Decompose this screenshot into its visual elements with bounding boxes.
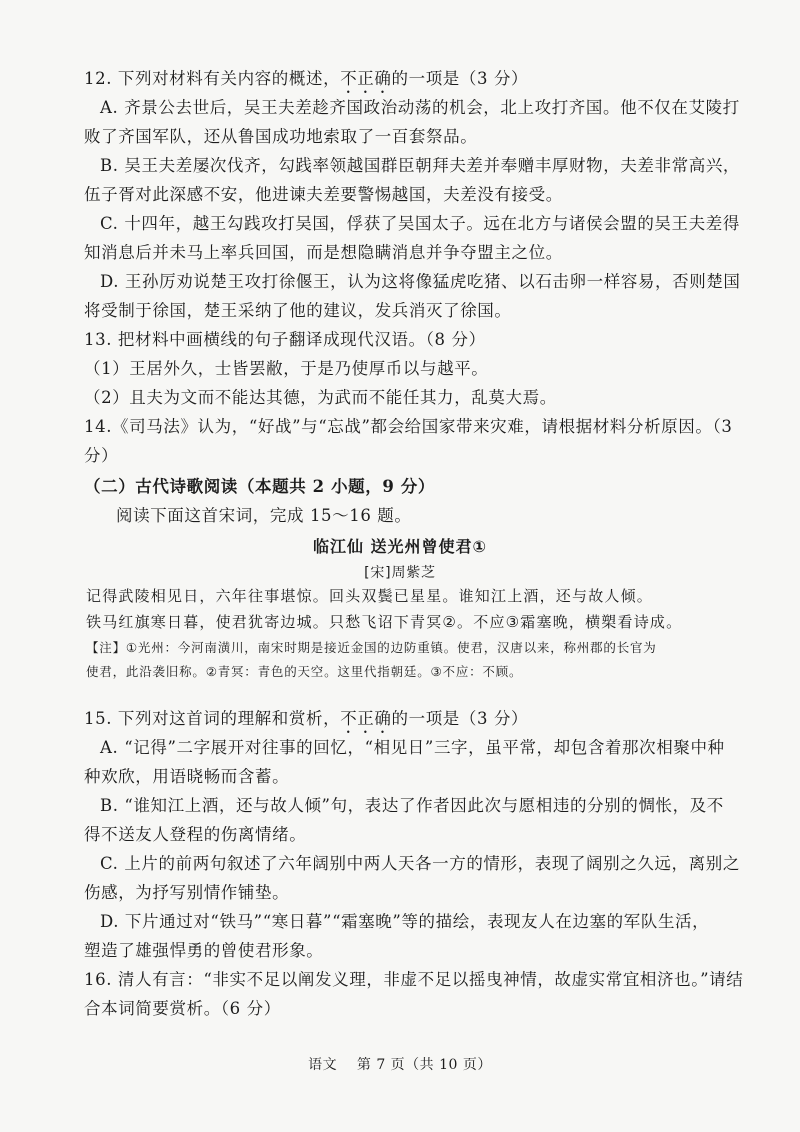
q16-line2: 合本词简要赏析。（6 分） xyxy=(84,999,281,1018)
poem-line-2: 铁马红旗寒日暮，使君犹寄边城。只愁飞诏下青冥②。不应③霜塞晚，横槊看诗成。 xyxy=(86,613,683,631)
q15-option-a-line2: 种欢欣，用语晓畅而含蓄。 xyxy=(84,767,290,786)
poem-note-line2: 使君，此沿袭旧称。②青冥：青色的天空。这里代指朝廷。③不应：不顾。 xyxy=(86,664,523,679)
q12-stem-b: 的一项是（3 分） xyxy=(391,69,529,88)
q15-stem-a: 15. 下列对这首词的理解和赏析， xyxy=(84,709,341,728)
q16-line1: 16. 清人有言：“非实不足以阐发义理，非虚不足以摇曳神情，故虚实常宜相济也。”请结 xyxy=(84,970,744,989)
section2-intro: 阅读下面这首宋词，完成 15～16 题。 xyxy=(116,506,412,525)
q12-stem-a: 12. 下列对材料有关内容的概述， xyxy=(84,69,341,88)
q12-option-a-line2: 败了齐国军队，还从鲁国成功地索取了一百套祭品。 xyxy=(84,127,478,146)
q15-option-b-line2: 得不送友人登程的伤离情绪。 xyxy=(84,825,307,844)
q14-line1: 14.《司马法》认为，“好战”与“忘战”都会给国家带来灾难，请根据材料分析原因。（3 xyxy=(84,417,733,436)
poem-author: [宋]周紫芝 xyxy=(364,565,436,581)
q12-option-c-line1: C. 十四年，越王勾践攻打吴国，俘获了吴国太子。远在北方与诸侯会盟的吴王夫差得 xyxy=(100,214,740,233)
q12-option-d-line1: D. 王孙厉劝说楚王攻打徐偃王，认为这将像猛虎吃猪、以石击卵一样容易，否则楚国 xyxy=(100,272,741,291)
q12-option-c-line2: 知消息后并未马上率兵回国，而是想隐瞒消息并争夺盟主之位。 xyxy=(84,243,563,262)
q12-stem xyxy=(84,68,528,97)
q15-option-d-line2: 塑造了雄强悍勇的曾使君形象。 xyxy=(84,941,324,960)
section2-heading: （二）古代诗歌阅读（本题共 2 小题，9 分） xyxy=(84,477,435,496)
q12-stem-emphasis: 不正确 xyxy=(340,69,392,88)
q15-stem-emphasis: 不正确 xyxy=(340,709,392,728)
q13-sentence-2: （2）且夫为文而不能达其德，为武而不能任其力，乱莫大焉。 xyxy=(84,388,557,407)
q13-stem: 13. 把材料中画横线的句子翻译成现代汉语。（8 分） xyxy=(84,330,486,349)
q15-stem-b: 的一项是（3 分） xyxy=(391,709,529,728)
poem-line-1: 记得武陵相见日，六年往事堪惊。回头双鬓已星星。谁知江上酒，还与故人倾。 xyxy=(86,587,654,605)
q15-option-b-line1: B. “谁知江上酒，还与故人倾”句，表达了作者因此次与愿相违的分别的惆怅，及不 xyxy=(100,796,724,815)
q12-option-d-line2: 将受制于徐国，楚王采纳了他的建议，发兵消灭了徐国。 xyxy=(84,301,512,320)
q15-option-d-line1: D. 下片通过对“铁马”“寒日暮”“霜塞晚”等的描绘，表现友人在边塞的军队生活， xyxy=(100,912,710,931)
q14-line2: 分） xyxy=(84,446,119,465)
q15-option-a-line1: A. “记得”二字展开对往事的回忆，“相见日”三字，虽平常，却包含着那次相聚中种 xyxy=(100,738,725,757)
q12-option-b-line2: 伍子胥对此深感不安，他进谏夫差要警惕越国，夫差没有接受。 xyxy=(84,185,563,204)
page-footer: 语文 第 7 页（共 10 页） xyxy=(308,1057,492,1073)
q15-option-c-line1: C. 上片的前两句叙述了六年阔别中两人天各一方的情形，表现了阔别之久远，离别之 xyxy=(100,854,740,873)
q12-option-a-line1: A. 齐景公去世后，吴王夫差趁齐国政治动荡的机会，北上攻打齐国。他不仅在艾陵打 xyxy=(100,98,740,117)
q12-option-b-line1: B. 吴王夫差屡次伐齐，勾践率领越国群臣朝拜夫差并奉赠丰厚财物，夫差非常高兴， xyxy=(100,156,741,175)
q13-sentence-1: （1）王居外久，士皆罢敝，于是乃使厚币以与越平。 xyxy=(84,359,489,378)
q15-stem xyxy=(84,708,528,737)
poem-note-line1: 【注】①光州：今河南潢川，南宋时期是接近金国的边防重镇。使君，汉唐以来，称州郡的长官为 xyxy=(86,640,657,655)
poem-title: 临江仙 送光州曾使君① xyxy=(312,537,488,556)
q15-option-c-line2: 伤感，为抒写别情作铺垫。 xyxy=(84,883,290,902)
